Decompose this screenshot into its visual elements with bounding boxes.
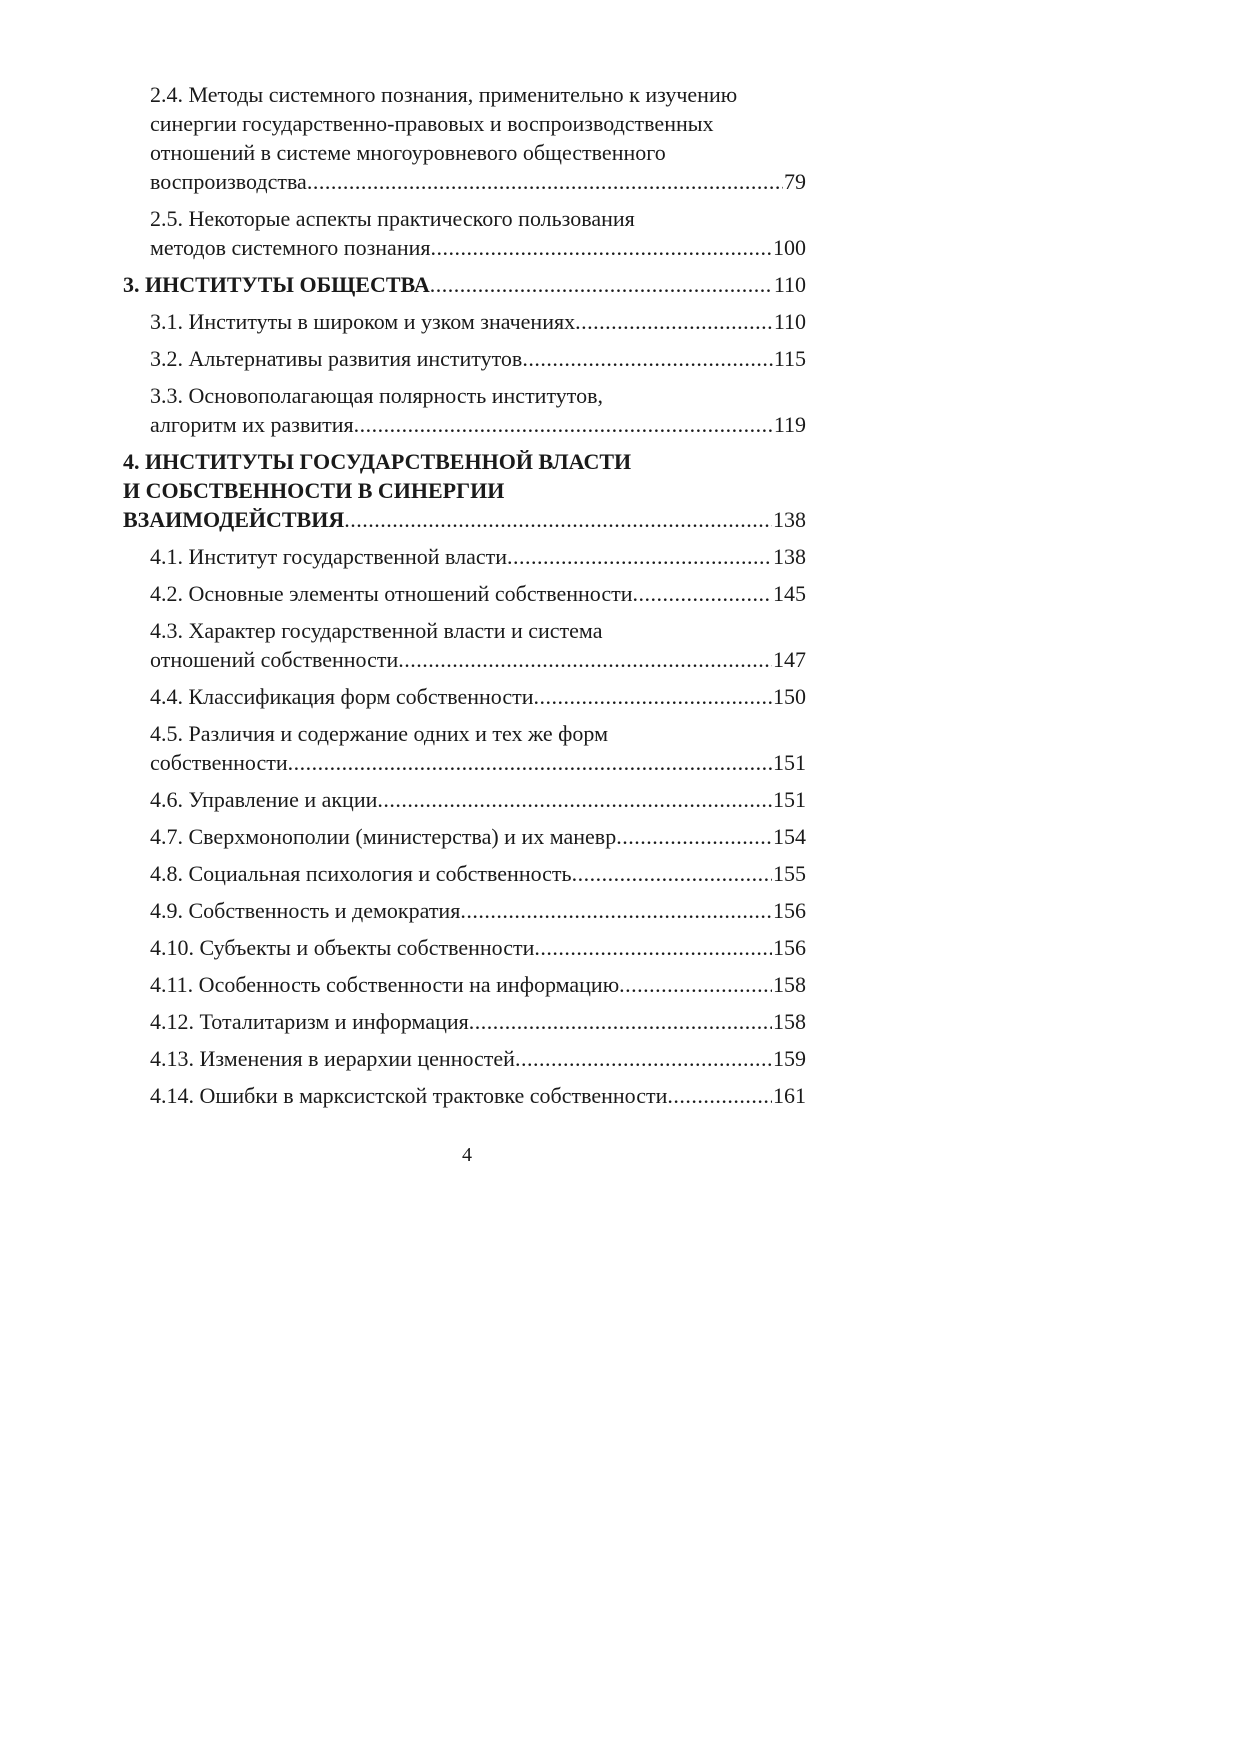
toc-entry-title-line: собственности [150, 750, 288, 775]
toc-page-number: 156 [773, 935, 806, 960]
toc-entry-title-line: 4.1. Институт государственной власти [150, 544, 508, 569]
page-number: 4 [462, 1144, 472, 1166]
toc-page-number: 100 [773, 235, 806, 260]
toc-page-number: 138 [773, 544, 806, 569]
dot-leader [398, 645, 772, 674]
toc-page-number: 161 [773, 1083, 806, 1108]
dot-leader [288, 748, 772, 777]
dot-leader [633, 579, 772, 608]
toc-section-entry [123, 896, 806, 925]
toc-page-number: 79 [784, 169, 806, 194]
toc-page-number: 151 [773, 787, 806, 812]
toc-entry-line [150, 785, 806, 814]
toc-entry-title-line: воспроизводства [150, 169, 307, 194]
toc-section-entry [123, 970, 806, 999]
toc-entry-title-line: 4.11. Особенность собственности на информацию [150, 972, 620, 997]
dot-leader [507, 542, 772, 571]
toc-section-entry [123, 204, 806, 262]
toc-page-number: 110 [773, 309, 806, 334]
toc-page-number: 115 [773, 346, 806, 371]
toc-page-number: 158 [773, 1009, 806, 1034]
toc-section-entry [123, 682, 806, 711]
toc-section-entry [123, 579, 806, 608]
toc-section-entry [123, 822, 806, 851]
toc-entry-line [123, 505, 806, 534]
toc-entry-line [150, 896, 806, 925]
toc-entry-line [150, 167, 806, 196]
toc-entry-title-line: 3.2. Альтернативы развития институтов [150, 346, 523, 371]
toc-entry-title-line: 4.8. Социальная психология и собственность [150, 861, 572, 886]
dot-leader [534, 682, 773, 711]
toc-section-entry [123, 80, 806, 196]
toc-entry-title-line: 4.6. Управление и акции [150, 787, 378, 812]
toc-entry-line [150, 859, 806, 888]
toc-entry-title-line: 2.4. Методы системного познания, применительно к изучению [150, 82, 738, 107]
toc-entry-title-line: 4.10. Субъекты и объекты собственности [150, 935, 535, 960]
dot-leader [354, 410, 773, 439]
toc-page-number: 154 [773, 824, 806, 849]
toc-entry-title-line: синергии государственно-правовых и воспроизводственных [150, 111, 714, 136]
toc-page-number: 158 [773, 972, 806, 997]
toc-section-entry [123, 307, 806, 336]
toc-entry-title-line: И СОБСТВЕННОСТИ В СИНЕРГИИ [123, 478, 505, 503]
toc-entry-line [150, 542, 806, 571]
dot-leader [460, 896, 772, 925]
toc-page-number: 138 [773, 507, 806, 532]
toc-entry-title-line: 4.14. Ошибки в марксистской трактовке собственности [150, 1083, 668, 1108]
dot-leader [515, 1044, 772, 1073]
table-of-contents [123, 80, 806, 1118]
toc-entry-line [150, 970, 806, 999]
toc-section-entry [123, 719, 806, 777]
toc-entry-title-line: отношений собственности [150, 647, 399, 672]
toc-entry-title-line: 3. ИНСТИТУТЫ ОБЩЕСТВА [123, 272, 430, 297]
toc-entry-title-line: 4.5. Различия и содержание одних и тех же форм [150, 721, 609, 746]
toc-entry-line [150, 410, 806, 439]
toc-entry-line [150, 645, 806, 674]
toc-entry-line [150, 1081, 806, 1110]
toc-page-number: 147 [773, 647, 806, 672]
toc-chapter-entry [123, 270, 806, 299]
toc-section-entry [123, 859, 806, 888]
dot-leader [430, 233, 772, 262]
toc-entry-title-line: отношений в системе многоуровневого общественного [150, 140, 666, 165]
toc-entry-title-line: алгоритм их развития [150, 412, 354, 437]
toc-page-number: 145 [773, 581, 806, 606]
dot-leader [469, 1007, 772, 1036]
toc-entry-line [150, 1007, 806, 1036]
toc-entry-title-line: 4. ИНСТИТУТЫ ГОСУДАРСТВЕННОЙ ВЛАСТИ [123, 449, 632, 474]
toc-entry-line [150, 682, 806, 711]
dot-leader [344, 505, 772, 534]
dot-leader [616, 822, 772, 851]
dot-leader [377, 785, 772, 814]
toc-chapter-entry [123, 447, 806, 534]
toc-entry-title-line: 4.7. Сверхмонополии (министерства) и их маневр [150, 824, 617, 849]
toc-section-entry [123, 381, 806, 439]
toc-entry-title-line: 3.1. Институты в широком и узком значениях [150, 309, 576, 334]
toc-page-number: 156 [773, 898, 806, 923]
toc-section-entry [123, 933, 806, 962]
toc-section-entry [123, 785, 806, 814]
toc-page-number: 159 [773, 1046, 806, 1071]
toc-entry-title-line: 2.5. Некоторые аспекты практического пользования [150, 206, 635, 231]
toc-entry-line [150, 579, 806, 608]
toc-entry-title-line: 4.13. Изменения в иерархии ценностей [150, 1046, 515, 1071]
dot-leader [534, 933, 772, 962]
toc-page-number: 150 [773, 684, 806, 709]
toc-entry-title-line: 3.3. Основополагающая полярность институтов, [150, 383, 603, 408]
dot-leader [619, 970, 772, 999]
dot-leader [430, 270, 773, 299]
dot-leader [575, 307, 773, 336]
toc-page-number: 110 [773, 272, 806, 297]
toc-entry-title-line: методов системного познания [150, 235, 431, 260]
toc-section-entry [123, 1007, 806, 1036]
toc-entry-line [150, 307, 806, 336]
toc-section-entry [123, 344, 806, 373]
toc-entry-title-line: ВЗАИМОДЕЙСТВИЯ [123, 507, 345, 532]
toc-entry-title-line: 4.3. Характер государственной власти и система [150, 618, 603, 643]
toc-entry-title-line: 4.12. Тоталитаризм и информация [150, 1009, 469, 1034]
toc-entry-line [150, 233, 806, 262]
toc-page-number: 155 [773, 861, 806, 886]
toc-entry-title-line: 4.9. Собственность и демократия [150, 898, 461, 923]
dot-leader [522, 344, 772, 373]
toc-entry-title-line: 4.4. Классификация форм собственности [150, 684, 534, 709]
toc-section-entry [123, 542, 806, 571]
dot-leader [307, 167, 783, 196]
toc-entry-line [150, 748, 806, 777]
toc-section-entry [123, 1081, 806, 1110]
toc-entry-line [123, 270, 806, 299]
toc-entry-line [150, 822, 806, 851]
dot-leader [572, 859, 772, 888]
toc-section-entry [123, 1044, 806, 1073]
toc-entry-title-line: 4.2. Основные элементы отношений собственности [150, 581, 633, 606]
toc-entry-line [150, 1044, 806, 1073]
toc-page-number: 119 [773, 412, 806, 437]
dot-leader [667, 1081, 772, 1110]
toc-entry-line [150, 344, 806, 373]
toc-entry-line [150, 933, 806, 962]
toc-page-number: 151 [773, 750, 806, 775]
toc-section-entry [123, 616, 806, 674]
